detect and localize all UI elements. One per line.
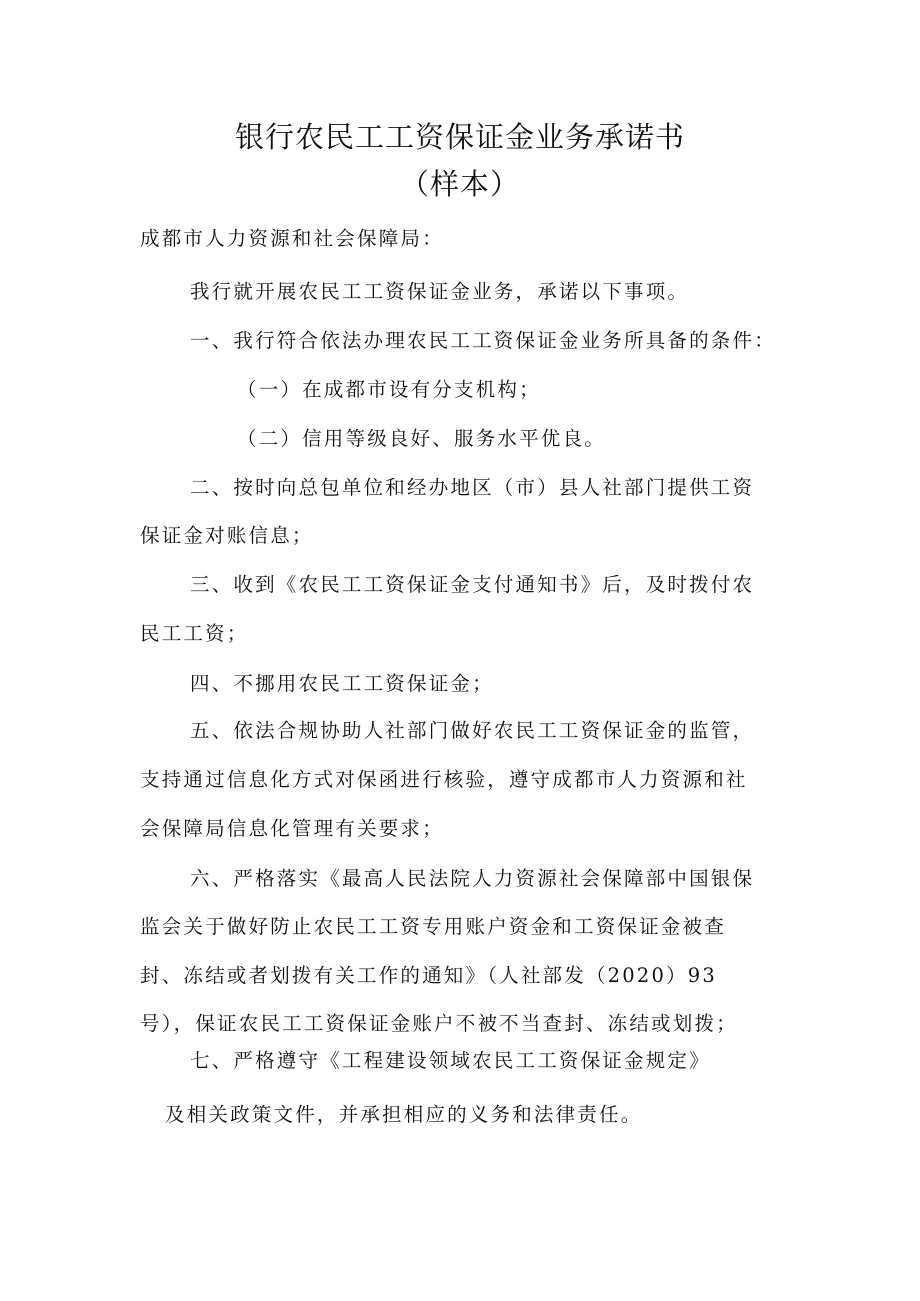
clause-3-line-1: 三、收到《农民工工资保证金支付通知书》后，及时拨付农: [190, 573, 755, 596]
clause-6-line-2: 监会关于做好防止农民工工资专用账户资金和工资保证金被查: [140, 915, 726, 938]
document-subtitle: （样本）: [399, 167, 520, 201]
clause-7-line-1: 七、严格遵守《工程建设领域农民工工资保证金规定》: [190, 1049, 711, 1072]
clause-6-line-1: 六、严格落实《最高人民法院人力资源社会保障部中国银保: [190, 867, 755, 890]
clause-1: 一、我行符合依法办理农民工工资保证金业务所具备的条件：: [190, 329, 776, 352]
clause-2-line-1: 二、按时向总包单位和经办地区（市）县人社部门提供工资: [190, 476, 755, 499]
clause-5-line-3: 会保障局信息化管理有关要求；: [140, 817, 444, 840]
clause-4: 四、不挪用农民工工资保证金；: [190, 672, 494, 695]
clause-5-line-1: 五、依法合规协助人社部门做好农民工工资保证金的监管，: [190, 719, 755, 742]
clause-3-line-2: 民工工资；: [140, 622, 249, 645]
clause-6-line-4: 号），保证农民工工资保证金账户不被不当查封、冻结或划拨；: [140, 1012, 738, 1035]
clause-1-item-2: （二）信用等级良好、服务水平优良。: [237, 427, 606, 450]
clause-6-line-3: 封、冻结或者划拨有关工作的通知》（人社部发（2020）93: [140, 964, 717, 987]
document-title: 银行农民工工资保证金业务承诺书: [234, 120, 685, 154]
intro-paragraph: 我行就开展农民工工资保证金业务，承诺以下事项。: [190, 280, 690, 303]
addressee: 成都市人力资源和社会保障局：: [140, 227, 444, 250]
clause-2-line-2: 保证金对账信息；: [140, 524, 314, 547]
clause-1-item-1: （一）在成都市设有分支机构；: [237, 378, 541, 401]
clause-7-line-2: 及相关政策文件，并承担相应的义务和法律责任。: [165, 1103, 643, 1126]
clause-5-line-2: 支持通过信息化方式对保函进行核验，遵守成都市人力资源和社: [140, 768, 748, 791]
